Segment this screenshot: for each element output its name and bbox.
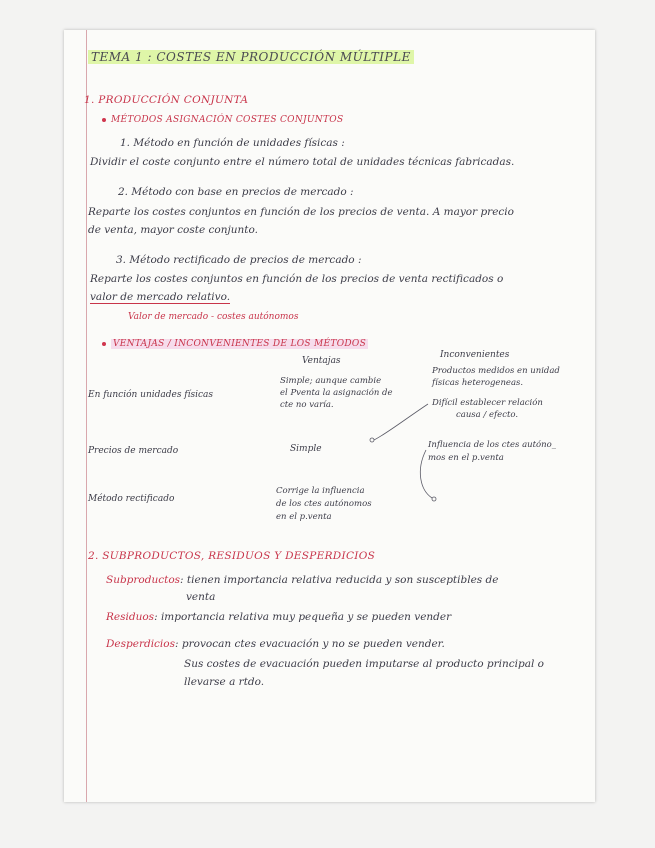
method1-title: 1. Método en función de unidades físicas : <box>120 137 345 149</box>
col-ventajas: Ventajas <box>302 356 341 366</box>
row1-method: En función unidades físicas <box>88 390 214 400</box>
methods-subheading: MÉTODOS ASIGNACIÓN COSTES CONJUNTOS <box>102 115 343 125</box>
row3-ventajas-1: Corrige la influencia <box>276 486 365 496</box>
method2-line2: de venta, mayor coste conjunto. <box>88 224 258 236</box>
row1-ventajas-2: el Pventa la asignación de <box>280 388 393 398</box>
row3-ventajas-2: de los ctes autónomos <box>276 499 372 509</box>
comparison-heading: VENTAJAS / INCONVENIENTES DE LOS MÉTODOS <box>102 339 368 349</box>
row3-method: Método rectificado <box>88 494 175 504</box>
method2-line1: Reparte los costes conjuntos en función de los precios de venta. A mayor precio <box>88 206 514 218</box>
method3-line1: Reparte los costes conjuntos en función de los precios de venta rectificados o <box>90 273 504 285</box>
notebook-page <box>64 30 595 802</box>
row2-incon-1: Influencia de los ctes autóno_ <box>428 440 556 450</box>
row1-incon-2: físicas heterogeneas. <box>432 378 524 388</box>
row1-ventajas-3: cte no varía. <box>280 400 334 410</box>
row1-ventajas-1: Simple; aunque cambie <box>280 376 382 386</box>
item-subproductos-line2: venta <box>186 591 216 603</box>
item-residuos: Residuos: importancia relativa muy pequeña y se pueden vender <box>106 611 452 623</box>
connector-arrows <box>64 30 595 802</box>
method1-text: Dividir el coste conjunto entre el número total de unidades técnicas fabricadas. <box>90 156 515 168</box>
row2-incon-2: mos en el p.venta <box>428 453 504 463</box>
row2-ventajas-1: Simple <box>290 444 322 454</box>
item-desperdicios: Desperdicios: provocan ctes evacuación y no se pueden vender. <box>106 638 445 650</box>
row3-ventajas-3: en el p.venta <box>276 512 332 522</box>
section2-heading: 2. SUBPRODUCTOS, RESIDUOS Y DESPERDICIOS <box>88 550 376 562</box>
item-subproductos: Subproductos: tienen importancia relativa reducida y son susceptibles de <box>106 574 499 586</box>
col-inconvenientes: Inconvenientes <box>440 350 510 360</box>
section1-heading: 1. PRODUCCIÓN CONJUNTA <box>84 94 249 106</box>
method2-title: 2. Método con base en precios de mercado : <box>118 186 354 198</box>
desperdicios-extra2: llevarse a rtdo. <box>184 676 265 688</box>
row1-incon-4: causa / efecto. <box>456 410 519 420</box>
page-title: TEMA 1 : COSTES EN PRODUCCIÓN MÚLTIPLE <box>88 50 414 64</box>
method3-title: 3. Método rectificado de precios de mercado : <box>116 254 362 266</box>
method3-note: Valor de mercado - costes autónomos <box>128 312 299 322</box>
desperdicios-extra1: Sus costes de evacuación pueden imputarse al producto principal o <box>184 658 545 670</box>
row2-method: Precios de mercado <box>88 446 179 456</box>
method3-line2: valor de mercado relativo. <box>90 291 231 303</box>
row1-incon-3: Difícil establecer relación <box>432 398 543 408</box>
row1-incon-1: Productos medidos en unidad <box>432 366 560 376</box>
